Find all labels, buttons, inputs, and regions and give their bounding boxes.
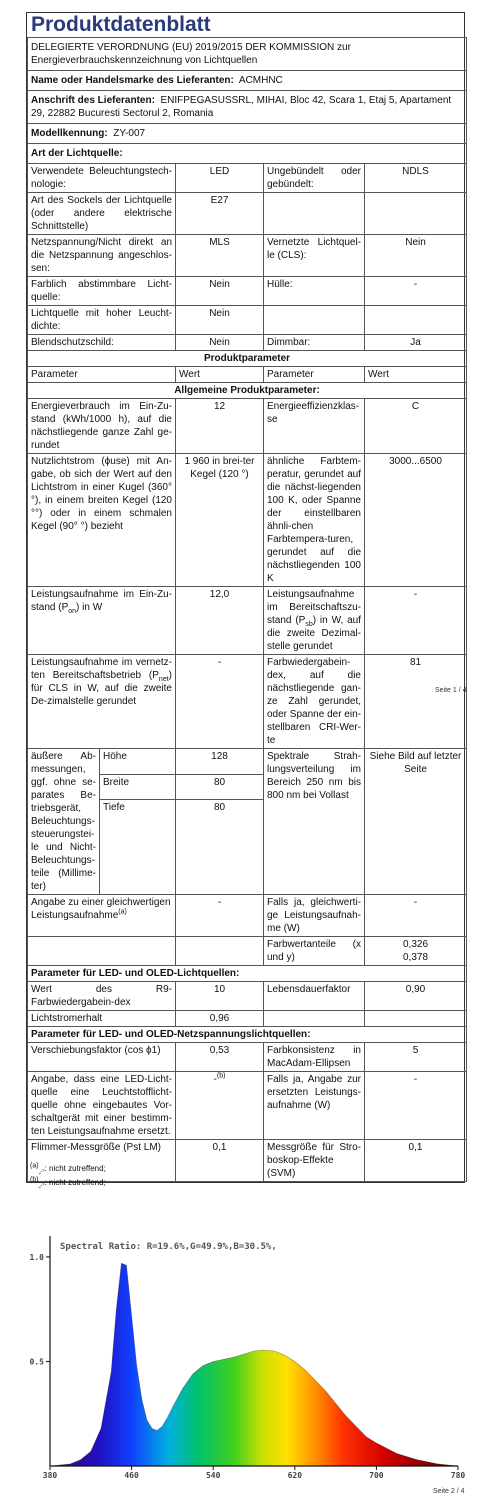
product-params-title: Produktparameter (28, 351, 467, 367)
power-net-label (28, 655, 176, 749)
page-number-2: Seite 2 / 4 (433, 1488, 465, 1495)
ls-label: Farblich abstimmbare Licht-quelle: (28, 277, 176, 306)
supplier-name-label: Name oder Handelsmarke des Lieferanten: (31, 75, 234, 86)
ls-label-2: Hülle: (264, 277, 365, 306)
ls-label-2: Vernetzte Lichtquel-le (CLS): (264, 235, 365, 277)
svm-label: Messgröße für Stro-boskop-Effekte (SVM) (264, 1140, 365, 1182)
col-param-2: Parameter (264, 367, 365, 383)
dimension-row (28, 749, 467, 775)
dimension-value: 80 (176, 774, 264, 800)
pf-label: Verschiebungsfaktor (cos ϕ1) (28, 1043, 176, 1072)
energy-label: Energieverbrauch im Ein-Zu-stand (kWh/1000 h), auf die nächstliegende ganze Zahl ge-rundet (28, 399, 176, 454)
ls-label: Art des Sockels der Lichtquelle (oder andere elektrische Schnittstelle) (28, 193, 176, 235)
mains-section-row (28, 1027, 467, 1043)
standby-label (264, 587, 365, 655)
energy-value: 12 (176, 399, 264, 454)
power-on-label (28, 587, 176, 655)
power-on-text-end: ) in W (76, 602, 103, 613)
x-tick-label: 540 (205, 1471, 221, 1478)
pf-value: 0,53 (176, 1043, 264, 1072)
footnote-ref-b: (b) (216, 1072, 226, 1080)
flicker-value: 0,1 (176, 1140, 264, 1182)
ls-value: E27 (176, 193, 264, 235)
dimension-value: 128 (176, 749, 264, 775)
standby-text-end: ) in W, auf die zweite Dezimal-stelle gerundet (267, 615, 361, 652)
cct-label: ähnliche Farbtem-peratur, gerundet auf die nächst-liegenden 100 K, oder Spanne der einstellbaren ähnli-chen Farbtempera-turen, gerundet auf die nächstliegenden 100 K (264, 454, 365, 587)
supplier-address-value: ENIFPEGASUSSRL, MIHAI, Bloc 42, Scara 1, Etaj 5, Apartament 29, 22882 Bucuresti Sectorul 2, Romania (31, 95, 452, 119)
supplier-address-row (28, 91, 467, 124)
r9-value: 10 (176, 982, 264, 1011)
empty-cell (365, 1011, 467, 1027)
model-label: Modellkennung: (31, 128, 108, 139)
svm-value: 0,1 (365, 1140, 467, 1182)
dimension-name: Tiefe (100, 800, 176, 895)
footnote-a-sub: „-“ (38, 1169, 45, 1176)
datasheet-box (26, 12, 465, 1183)
general-params-row (28, 383, 467, 399)
dimension-value: 80 (176, 800, 264, 895)
empty-cell (176, 937, 264, 966)
light-source-section-title: Art der Lichtquelle: (28, 144, 467, 164)
chroma-row (28, 937, 467, 966)
datasheet-page (26, 12, 465, 1183)
equiv-power-value: - (365, 895, 467, 937)
regulation-row (28, 38, 467, 71)
cct-value: 3000...6500 (365, 454, 467, 587)
model-value: ZY-007 (113, 128, 146, 139)
power-net-row (28, 655, 467, 749)
dimension-name: Breite (100, 774, 176, 800)
flux-label: Nutzlichtstrom (ϕuse) mit An-gabe, ob sich der Wert auf den Lichtstrom in einer Kugel (360° °), in einem breiten Kegel (120 °°) oder in einem schmalen Kegel (90° °) bezieht (28, 454, 176, 587)
power-net-value: - (176, 655, 264, 749)
page-number-1: Seite 1 / 4 (435, 687, 467, 694)
supplier-name-row (28, 71, 467, 91)
lumen-value: 0,96 (176, 1011, 264, 1027)
equiv-text: Angabe zu einer gleichwertigen Leistungsaufnahme (31, 897, 171, 921)
power-net-text: Leistungsaufnahme im vernetz-ten Bereitschaftsbetrieb (P (31, 657, 172, 681)
pf-row (28, 1043, 467, 1072)
page-title: Produktdatenblatt (31, 13, 211, 36)
ls-row (28, 235, 467, 277)
macadam-value: 5 (365, 1043, 467, 1072)
cri-label: Farbwiedergabein-dex, auf die nächstliegende gan-ze Zahl gerundet, oder Spanne der ein-stellbaren CRI-Wer-te (264, 655, 365, 749)
standby-sub: sb (305, 621, 313, 628)
ls-value-2: - (365, 277, 467, 306)
ls-value-2 (365, 306, 467, 335)
x-tick-label: 380 (42, 1471, 58, 1478)
footnote-b (30, 1176, 106, 1190)
replace-row (28, 1072, 467, 1140)
flicker-label: Flimmer-Messgröße (Pst LM) (28, 1140, 176, 1182)
x-tick-label: 620 (287, 1471, 303, 1478)
ls-row (28, 277, 467, 306)
datasheet-table (27, 37, 467, 1182)
macadam-label: Farbkonsistenz in MacAdam-Ellipsen (264, 1043, 365, 1072)
ls-value-2 (365, 193, 467, 235)
column-header-row (28, 367, 467, 383)
flux-row (28, 454, 467, 587)
footnote-b-mark: (b) (30, 1176, 39, 1184)
general-params-title: Allgemeine Produktparameter: (28, 383, 467, 399)
replaced-power-label: Falls ja, Angabe zur ersetzten Leistungs-aufnahme (W) (264, 1072, 365, 1140)
cri-value: 81 (365, 655, 467, 749)
light-source-section-row (28, 144, 467, 164)
model-row (28, 124, 467, 144)
replace-value (176, 1072, 264, 1140)
standby-text: Leistungsaufnahme im Bereitschaftszu-stand (P (267, 589, 361, 626)
mains-section-title: Parameter für LED- und OLED-Netzspannungslichtquellen: (28, 1027, 467, 1043)
ls-label: Verwendete Beleuchtungstech-nologie: (28, 164, 176, 193)
ls-label: Blendschutzschild: (28, 335, 176, 351)
footnote-a-mark: (a) (30, 1162, 39, 1170)
footnotes (30, 1162, 106, 1190)
ls-value-2: Ja (365, 335, 467, 351)
equiv-power-label: Falls ja, gleichwerti-ge Leistungsaufnah-me (W) (264, 895, 365, 937)
x-tick-label: 700 (369, 1471, 384, 1478)
footnote-ref-a: (a) (118, 908, 127, 916)
r9-label: Wert des R9-Farbwiedergabein-dex (28, 982, 176, 1011)
empty-cell (28, 937, 176, 966)
ls-value: Nein (176, 335, 264, 351)
equiv-label (28, 895, 176, 937)
standby-value: - (365, 587, 467, 655)
ls-label-2: Ungebündelt oder gebündelt: (264, 164, 365, 193)
x-tick-label: 780 (450, 1471, 466, 1478)
lumen-row (28, 1011, 467, 1027)
lifetime-value: 0,90 (365, 982, 467, 1011)
replace-label: Angabe, dass eine LED-Licht-quelle eine Leuchtstofflicht-quelle ohne eingebautes Vor-schaltgerät mit einer bestimm-ten Leistungsaufnahme ersetzt. (28, 1072, 176, 1140)
col-value: Wert (176, 367, 264, 383)
led-section-row (28, 966, 467, 982)
ls-label-2 (264, 193, 365, 235)
ls-row (28, 193, 467, 235)
ls-value: MLS (176, 235, 264, 277)
ls-label: Lichtquelle mit hoher Leucht-dichte: (28, 306, 176, 335)
chroma-x: 0,326 (402, 939, 429, 950)
ls-value-2: Nein (365, 235, 467, 277)
footnote-b-sub: „-“ (38, 1183, 45, 1190)
ls-row (28, 335, 467, 351)
power-on-row (28, 587, 467, 655)
product-params-row (28, 351, 467, 367)
replace-dash: - (213, 1074, 217, 1085)
dimension-name: Höhe (100, 749, 176, 775)
power-on-value: 12,0 (176, 587, 264, 655)
power-net-sub: net (158, 676, 169, 683)
footnote-a-text: : nicht zutreffend; (44, 1164, 106, 1173)
energy-row (28, 399, 467, 454)
empty-cell (264, 1011, 365, 1027)
led-section-title: Parameter für LED- und OLED-Lichtquellen: (28, 966, 467, 982)
supplier-address-label: Anschrift des Lieferanten: (31, 95, 155, 106)
supplier-name-value: ACMHNC (238, 75, 283, 86)
col-value-2: Wert (365, 367, 467, 383)
ls-row (28, 306, 467, 335)
efficiency-label: Energieeffizienzklas-se (264, 399, 365, 454)
ls-row (28, 164, 467, 193)
col-param: Parameter (28, 367, 176, 383)
y-tick-label: 0.5 (29, 1357, 44, 1367)
chroma-values (365, 937, 467, 966)
equiv-value: - (176, 895, 264, 937)
footnote-b-text: : nicht zutreffend; (44, 1178, 106, 1187)
footnote-a (30, 1162, 106, 1176)
chroma-label: Farbwertanteile (x und y) (264, 937, 365, 966)
r9-row (28, 982, 467, 1011)
equiv-row (28, 895, 467, 937)
lumen-label: Lichtstromerhalt (28, 1011, 176, 1027)
spectrum-area (50, 1263, 458, 1466)
y-tick-label: 1.0 (29, 1252, 44, 1262)
x-tick-label: 460 (124, 1471, 139, 1478)
power-on-text: Leistungsaufnahme im Ein-Zu-stand (P (31, 589, 172, 613)
power-on-sub: on (68, 608, 77, 615)
efficiency-value: C (365, 399, 467, 454)
regulation-text: DELEGIERTE VERORDNUNG (EU) 2019/2015 DER KOMMISSION zur Energieverbrauchskennzeichnung von Lichtquellen (28, 38, 467, 71)
chart-title: Spectral Ratio: R=19.6%,G=49.9%,B=30.5%, (60, 1242, 277, 1252)
ls-value: LED (176, 164, 264, 193)
power-net-text-end: ) für CLS in W, auf die zweite De-zimalstelle gerundet (31, 670, 172, 707)
spectrum-value: Siehe Bild auf letzter Seite (365, 749, 467, 895)
flux-value: 1 960 in brei-ter Kegel (120 °) (176, 454, 264, 587)
ls-label-2: Dimmbar: (264, 335, 365, 351)
lifetime-label: Lebensdauerfaktor (264, 982, 365, 1011)
chroma-y: 0,378 (402, 952, 429, 963)
spectrum-chart (20, 1218, 470, 1478)
ls-value-2: NDLS (365, 164, 467, 193)
dimensions-label: äußere Ab-messungen, ggf. ohne se-parates Be-triebsgerät, Beleuchtungs-steuerungstei-le und Nicht-Beleuchtungs-teile (Millime-ter) (28, 749, 100, 895)
replaced-power-value: - (365, 1072, 467, 1140)
ls-label-2 (264, 306, 365, 335)
spectrum-label: Spektrale Strah-lungsverteilung im Bereich 250 nm bis 800 nm bei Vollast (264, 749, 365, 895)
ls-label: Netzspannung/Nicht direkt an die Netzspannung angeschlos-sen: (28, 235, 176, 277)
ls-value: Nein (176, 277, 264, 306)
ls-value: Nein (176, 306, 264, 335)
